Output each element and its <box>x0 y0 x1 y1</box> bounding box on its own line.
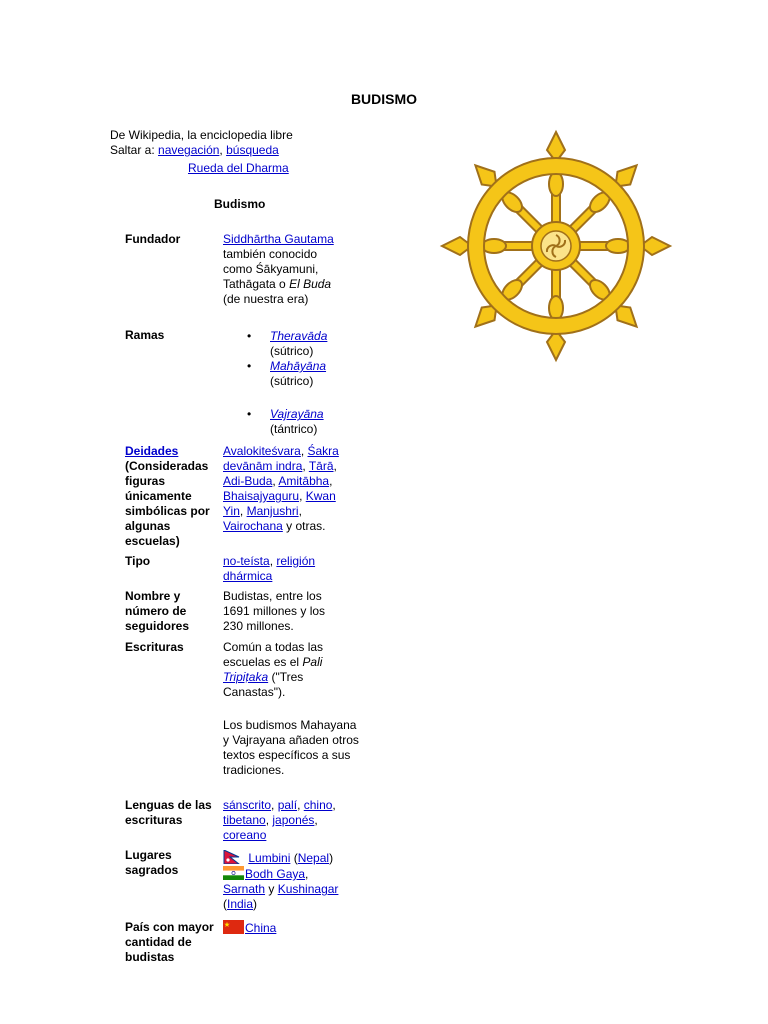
india-link[interactable]: India <box>227 897 254 911</box>
rama-note: (sútrico) <box>270 344 314 358</box>
china-flag-icon <box>223 920 244 934</box>
list-item <box>247 329 367 359</box>
deidad-link[interactable]: Amitābha <box>278 474 330 488</box>
rama-mahayana-link[interactable]: Mahāyāna <box>270 359 327 373</box>
lugares-label: Lugares sagrados <box>125 848 179 877</box>
sarnath-link[interactable]: Sarnath <box>223 882 266 896</box>
deidad-link[interactable]: Tārā <box>308 459 334 473</box>
lenguas-value: sánscrito, palí, chino, tibetano, japonés, coreano <box>223 798 336 842</box>
fundador-line4: (de nuestra era) <box>223 292 309 306</box>
page-title: BUDISMO <box>350 91 418 107</box>
rama-note: (tántrico) <box>270 422 318 436</box>
deidad-link[interactable]: Avalokiteśvara <box>223 444 301 458</box>
fundador-line2: como Śākyamuni, <box>223 262 319 276</box>
lumbini-link[interactable]: Lumbini <box>248 851 291 865</box>
deidades-value: Avalokiteśvara, Śakra devānām indra, Tārā, Adi-Buda, Amitābha, Bhaisajyaguru, Kwan Yin, Manjushri, Vairochana y otras. <box>223 444 339 533</box>
lengua-link[interactable]: palí <box>277 798 298 812</box>
fundador-line3: Tathāgata o <box>223 277 290 291</box>
lenguas-label: Lenguas de las escrituras <box>125 798 212 827</box>
jump-sep: , <box>219 143 227 157</box>
religion-dharmica-link[interactable]: religión dhármica <box>223 554 316 583</box>
fundador-el-buda: El Buda <box>289 277 332 291</box>
pais-label: País con mayor cantidad de budistas <box>125 920 214 964</box>
lengua-link[interactable]: coreano <box>223 828 267 842</box>
list-item <box>247 359 367 389</box>
nav-link[interactable]: navegación <box>158 143 220 157</box>
list-item <box>247 407 367 437</box>
search-link[interactable]: búsqueda <box>226 143 279 157</box>
rama-theravada-link[interactable]: Theravāda <box>270 329 328 343</box>
lengua-link[interactable]: tibetano <box>223 813 266 827</box>
lengua-link[interactable]: chino <box>303 798 333 812</box>
infobox-title: Budismo <box>214 197 266 211</box>
tipo-label: Tipo <box>125 554 151 568</box>
escrituras-value <box>223 640 341 700</box>
wiki-subtitle: De Wikipedia, la enciclopedia libre <box>110 128 293 142</box>
ramas-label: Ramas <box>125 328 165 342</box>
lengua-link[interactable]: japonés <box>272 813 315 827</box>
deidad-link[interactable]: Kwan Yin <box>223 489 336 518</box>
kushinagar-link[interactable]: Kushinagar <box>277 882 339 896</box>
escrituras-label: Escrituras <box>125 640 184 654</box>
deidad-link[interactable]: Bhaisajyaguru <box>223 489 300 503</box>
escrituras-paragraph2: Los budismos Mahayana y Vajrayana añaden otros textos específicos a sus tradiciones. <box>223 718 359 777</box>
image-caption-link[interactable]: Rueda del Dharma <box>188 161 289 175</box>
nepal-link[interactable]: Nepal <box>297 851 330 865</box>
pais-value <box>223 920 363 936</box>
deidad-link[interactable]: Adi-Buda <box>223 474 273 488</box>
dharma-wheel-icon <box>436 126 676 366</box>
fundador-link[interactable]: Siddhārtha Gautama <box>223 232 334 246</box>
bodh-gaya-link[interactable]: Bodh Gaya <box>245 867 306 881</box>
lugares-y: y <box>265 882 278 896</box>
india-flag-icon <box>223 866 244 880</box>
fundador-line1: también conocido <box>223 247 318 261</box>
deidades-label <box>125 444 220 549</box>
tipo-value: no-teísta, religión dhármica <box>223 554 316 583</box>
deidades-link[interactable]: Deidades <box>125 444 179 458</box>
seguidores-label: Nombre y número de seguidores <box>125 589 190 633</box>
jump-links <box>110 143 279 158</box>
china-link[interactable]: China <box>245 921 277 935</box>
escrituras-pali: Pali <box>302 655 323 669</box>
escrituras-text2: ("Tres Canastas"). <box>223 670 304 699</box>
jump-prefix: Saltar a: <box>110 143 159 157</box>
fundador-value <box>223 232 363 307</box>
ramas-list <box>247 329 367 437</box>
tripitaka-link[interactable]: Tripiṭaka <box>223 670 269 684</box>
deidades-note: (Consideradas figuras únicamente simbólicas por algunas escuelas) <box>125 459 210 548</box>
escrituras-text: Común a todas las escuelas es el <box>223 640 324 669</box>
rama-vajrayana-link[interactable]: Vajrayāna <box>270 407 324 421</box>
lengua-link[interactable]: sánscrito <box>223 798 272 812</box>
deidad-link[interactable]: Śakra devānām indra <box>223 444 339 473</box>
seguidores-value: Budistas, entre los 1691 millones y los 230 millones. <box>223 589 326 633</box>
lugares-value: Lumbini (Nepal) Bodh Gaya, Sarnath y Kushinagar (India) <box>223 851 339 911</box>
no-teista-link[interactable]: no-teísta <box>223 554 270 568</box>
deidad-link[interactable]: Manjushri <box>246 504 299 518</box>
deidades-tail: y otras. <box>282 519 326 533</box>
nepal-flag-icon <box>223 850 244 864</box>
fundador-label: Fundador <box>125 232 181 246</box>
deidad-link[interactable]: Vairochana <box>223 519 283 533</box>
rama-note: (sútrico) <box>270 374 314 388</box>
